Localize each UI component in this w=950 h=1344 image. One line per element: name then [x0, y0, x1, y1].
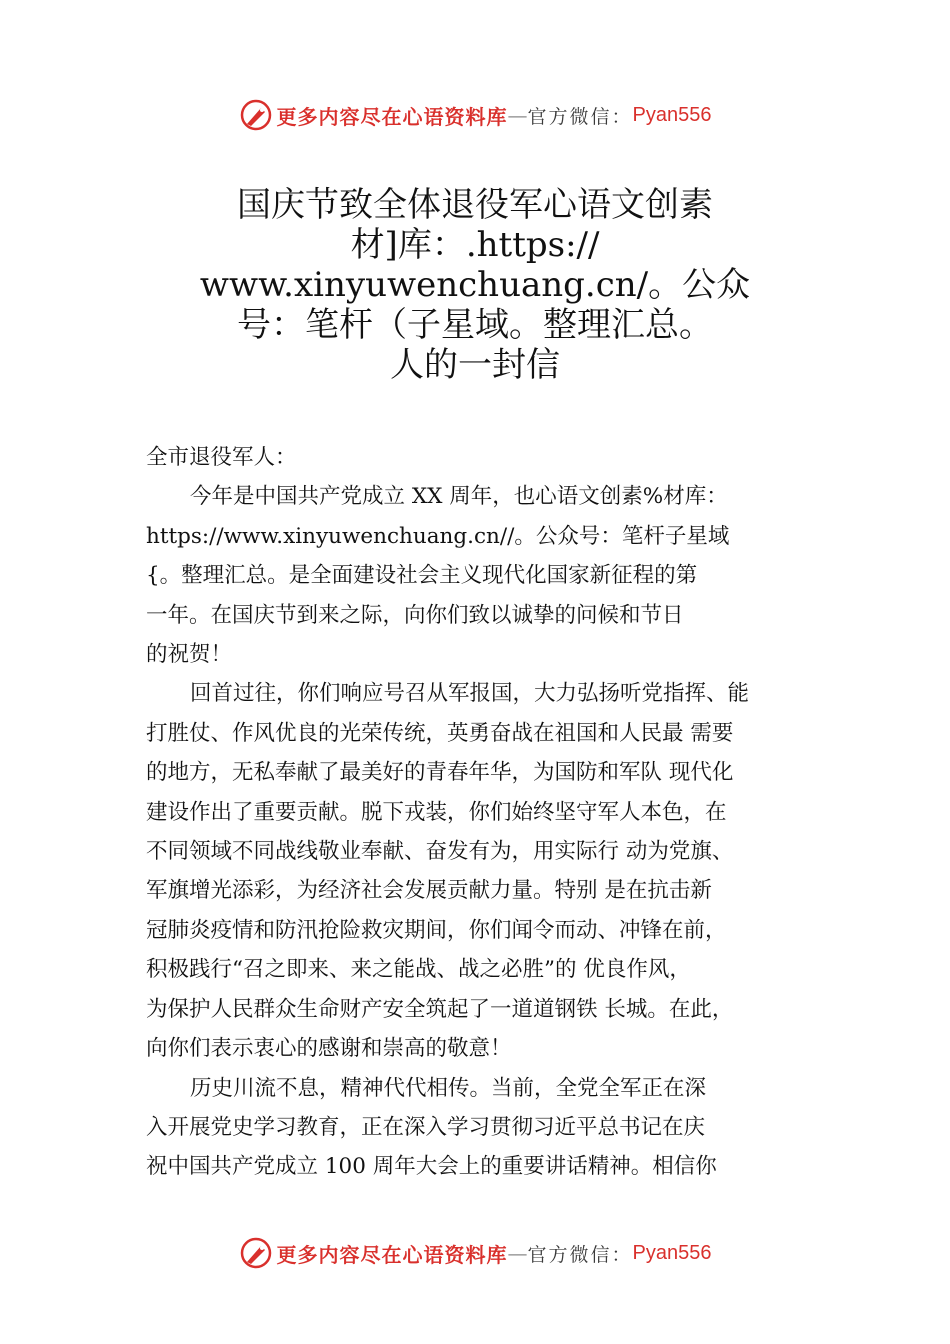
body-line: 今年是中国共产党成立 XX 周年，也心语文创素%材库：: [190, 484, 728, 510]
body-line: 祝中国共产党成立 100 周年大会上的重要讲话精神。相信你: [146, 1154, 717, 1180]
body-line: 的祝贺！: [146, 642, 233, 668]
pen-nib-circle-icon: [239, 98, 273, 132]
banner-dash: —: [507, 1241, 528, 1265]
banner-main-text: 更多内容尽在心语资料库: [276, 1242, 508, 1267]
letter-body: [146, 438, 836, 1187]
body-line: 回首过往，你们响应号召从军报国，大力弘扬听党指挥、能: [190, 681, 750, 707]
body-line: 打胜仗、作风优良的光荣传统，英勇奋战在祖国和人民最 需要: [146, 720, 734, 746]
footer-banner: [0, 1233, 950, 1273]
banner-account-id: Pyan556: [632, 103, 712, 126]
body-line: 积极践行“召之即来、来之能战、战之必胜”的 优良作风，: [146, 957, 691, 983]
body-line: 冠肺炎疫情和防汛抢险救灾期间，你们闻令而动、冲锋在前，: [146, 917, 727, 943]
title-line: 号：笔杆（子星域。整理汇总。: [237, 305, 713, 345]
title-line: www.xinyuwenchuang.cn/。公众: [199, 265, 751, 305]
body-line: 为保护人民群众生命财产安全筑起了一道道钢铁 长城。在此，: [146, 996, 734, 1022]
body-line: https://www.xinyuwenchuang.cn//。公众号：笔杆子星域: [146, 523, 730, 549]
banner-official-label: 官方微信：: [527, 105, 633, 128]
document-title: [150, 185, 800, 385]
banner-dash: —: [507, 103, 528, 127]
body-line: 历史川流不息，精神代代相传。当前，全党全军正在深: [190, 1075, 707, 1101]
body-line: 军旗增光添彩，为经济社会发展贡献力量。特别 是在抗击新: [146, 878, 712, 904]
pen-nib-circle-icon: [239, 1236, 273, 1270]
body-line: 的地方，无私奉献了最美好的青春年华，为国防和军队 现代化: [146, 760, 734, 786]
body-line: 不同领域不同战线敬业奉献、奋发有为，用实际行 动为党旗、: [146, 839, 734, 865]
body-line: 一年。在国庆节到来之际，向你们致以诚挚的问候和节日: [146, 602, 684, 628]
banner-main-text: 更多内容尽在心语资料库: [276, 104, 508, 129]
title-line: 国庆节致全体退役军心语文创素: [237, 185, 713, 225]
banner-account-id: Pyan556: [632, 1241, 712, 1264]
body-line: 入开展党史学习教育，正在深入学习贯彻习近平总书记在庆: [146, 1114, 706, 1140]
title-line: 材]库：.https://: [350, 225, 600, 265]
header-banner: [0, 95, 950, 135]
body-line: 向你们表示衷心的感谢和崇高的敬意！: [146, 1036, 512, 1062]
body-line: {。整理汇总。是全面建设社会主义现代化国家新征程的第: [146, 563, 698, 589]
body-line: 建设作出了重要贡献。脱下戎装，你们始终坚守军人本色，在: [146, 799, 727, 825]
banner-official-label: 官方微信：: [527, 1243, 633, 1266]
salutation: 全市退役军人：: [146, 445, 297, 470]
title-line: 人的一封信: [390, 345, 560, 385]
